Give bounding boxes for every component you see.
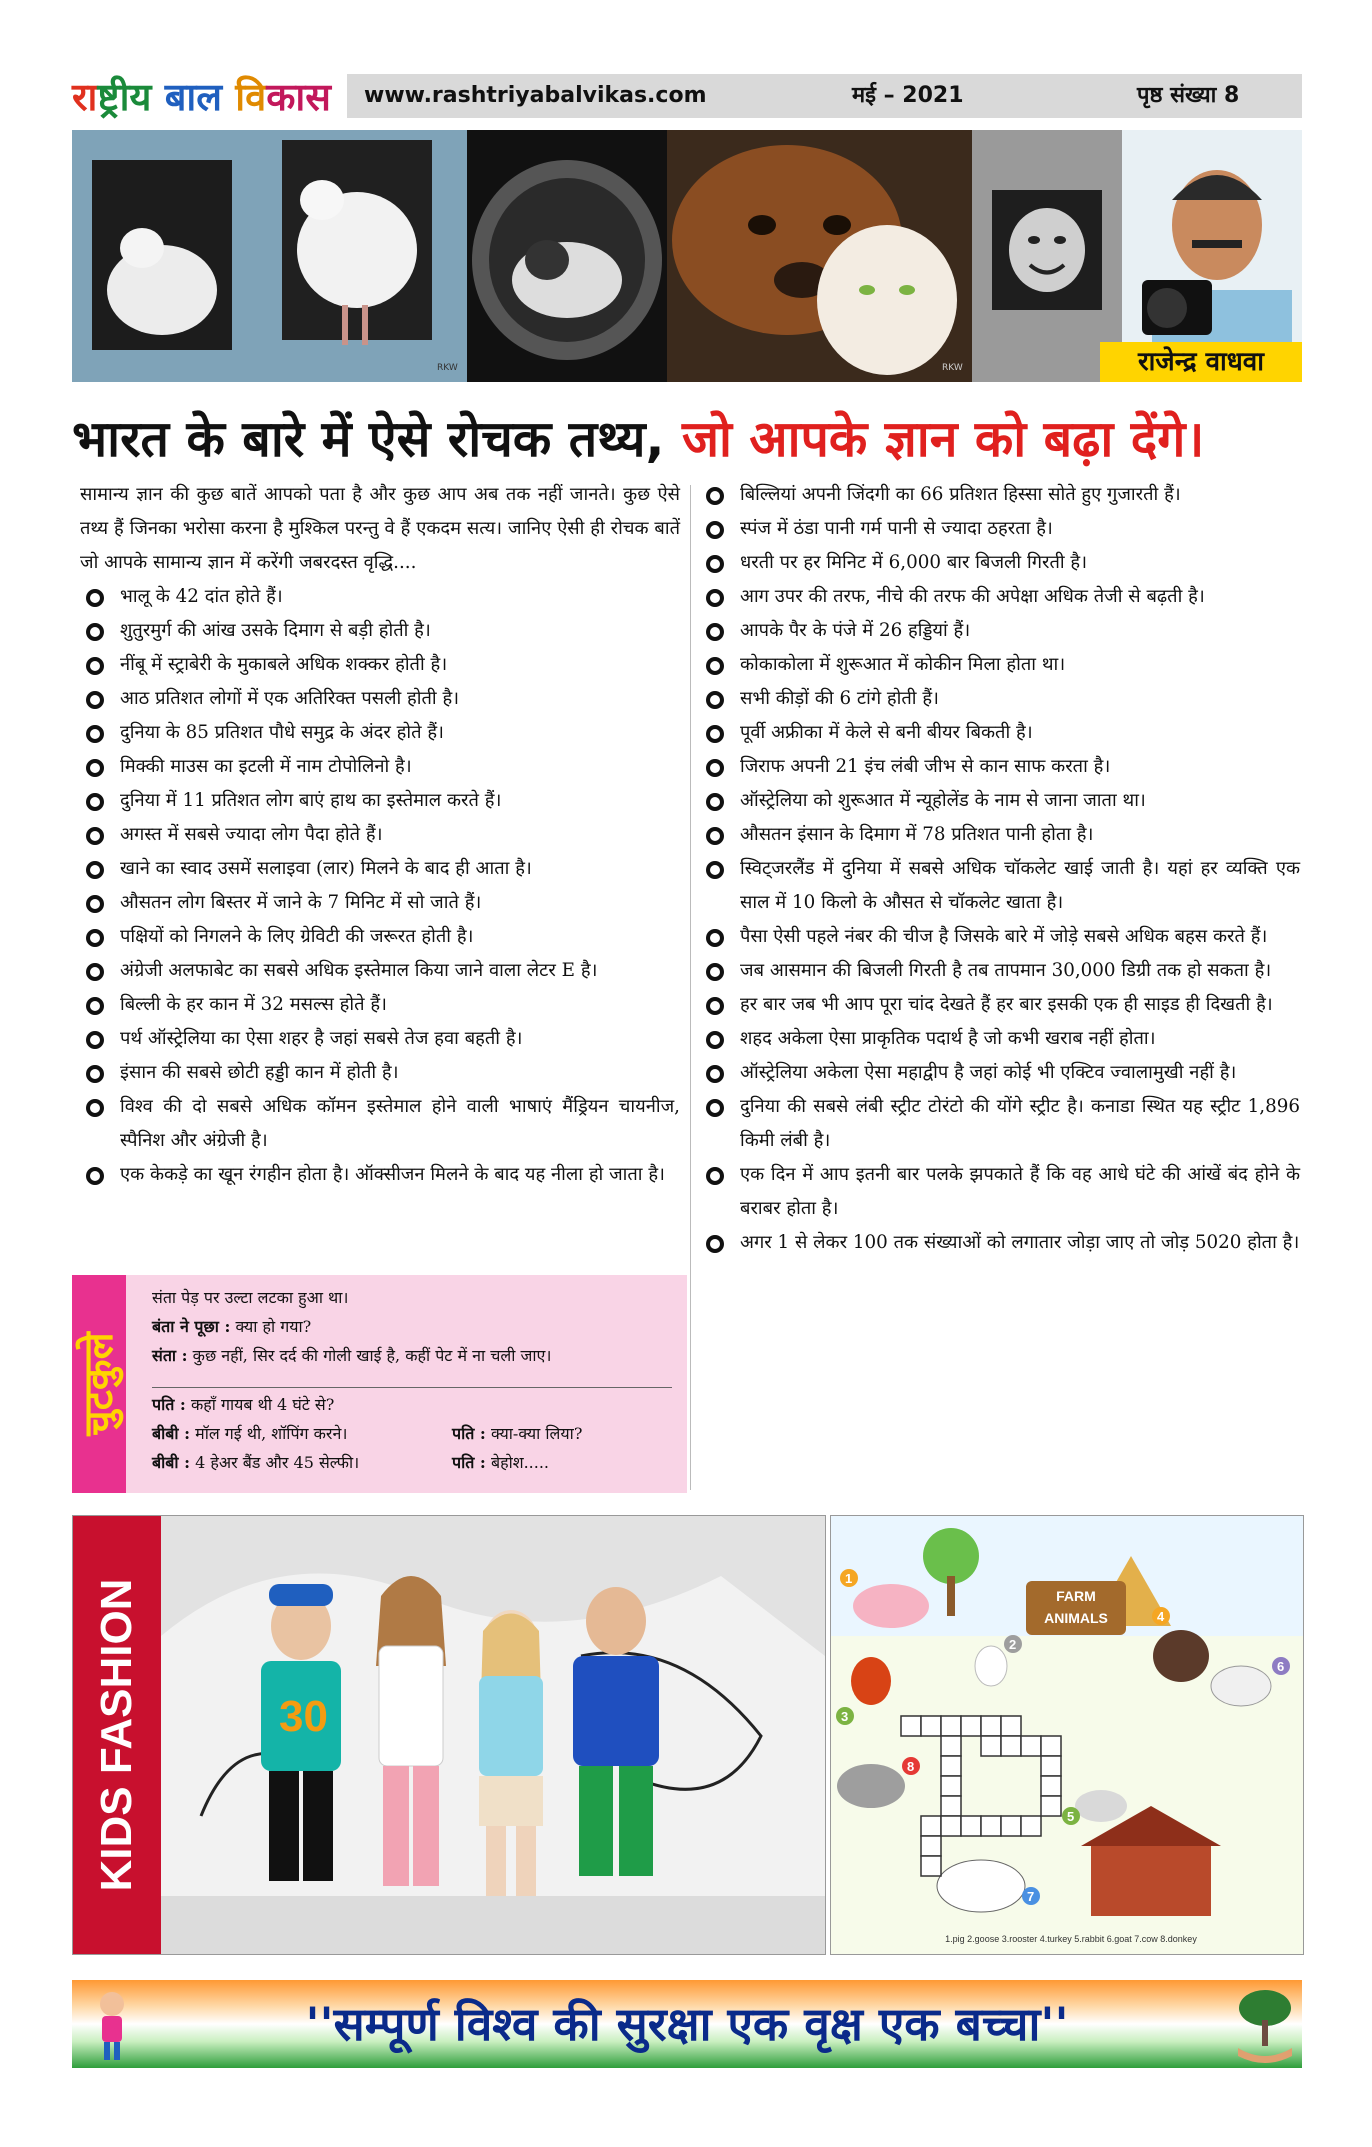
tree-in-hands-icon (1232, 1984, 1298, 2064)
article-left-column (80, 478, 680, 1192)
masthead-logo (72, 70, 372, 124)
bullet-icon (706, 657, 724, 675)
fact-text: एक दिन में आप इतनी बार पलके झपकाते हैं कि वह आधे घंटे की आंखें बंद होने के बराबर होता है। (740, 1164, 1300, 1219)
fact-item (80, 682, 680, 716)
fact-item (80, 988, 680, 1022)
column-divider (690, 485, 691, 1490)
article-right-column (700, 478, 1300, 1260)
rabbit-illustration (1075, 1790, 1127, 1822)
fact-item (700, 954, 1300, 988)
fact-item (700, 512, 1300, 546)
fact-text: दुनिया की सबसे लंबी स्ट्रीट टोरंटो की योंगे स्ट्रीट है। कनाडा स्थित यह स्ट्रीट 1,896 किमी लंबी है। (740, 1096, 1300, 1151)
bullet-icon (706, 759, 724, 777)
bullet-icon (706, 725, 724, 743)
fact-text: पर्थ ऑस्ट्रेलिया का ऐसा शहर है जहां सबसे तेज हवा बहती है। (120, 1028, 523, 1049)
facts-list-right (700, 478, 1300, 1260)
joke-text: मॉल गई थी, शॉपिंग करने। (195, 1424, 348, 1443)
fact-text: कोकाकोला में शुरूआत में कोकीन मिला होता था। (740, 654, 1066, 675)
bullet-icon (86, 623, 104, 641)
bullet-icon (86, 861, 104, 879)
fact-text: अंग्रेजी अलफाबेट का सबसे अधिक इस्तेमाल किया जाने वाला लेटर E है। (120, 960, 598, 981)
fact-text: स्विट्जरलैंड में दुनिया में सबसे अधिक चॉकलेट खाई जाती है। यहां हर व्यक्ति एक साल में 10 किलो के औसत से चॉकलेट खाता है। (740, 858, 1300, 913)
jokes-tag-label: चुटकुले (76, 1332, 122, 1436)
joke-speaker: बंता ने पूछा : (152, 1317, 231, 1336)
jokes-box (72, 1275, 687, 1493)
fact-text: पैसा ऐसी पहले नंबर की चीज है जिसके बारे में जोड़े सबसे अधिक बहस करते हैं। (740, 926, 1268, 947)
puzzle-number: 7 (1027, 1889, 1035, 1904)
fact-text: औसतन लोग बिस्तर में जाने के 7 मिनिट में सो जाते हैं। (120, 892, 482, 913)
fact-item (80, 750, 680, 784)
bullet-icon (86, 589, 104, 607)
joke-line (152, 1283, 672, 1312)
fact-item (80, 954, 680, 988)
fact-item (700, 1226, 1300, 1260)
bullet-icon (86, 793, 104, 811)
fact-item (700, 1056, 1300, 1090)
joke-line (152, 1312, 672, 1341)
fact-text: इंसान की सबसे छोटी हड्डी कान में होती है। (120, 1062, 399, 1083)
puzzle-number: 2 (1009, 1637, 1017, 1652)
fact-item (700, 716, 1300, 750)
fact-text: आठ प्रतिशत लोगों में एक अतिरिक्त पसली होती है। (120, 688, 460, 709)
fashion-label: KIDS FASHION (92, 1578, 141, 1892)
fact-text: धरती पर हर मिनिट में 6,000 बार बिजली गिरती है। (740, 552, 1088, 573)
puzzle-answer-key: 1.pig 2.goose 3.rooster 4.turkey 5.rabbit 6.goat 7.cow 8.donkey (945, 1934, 1197, 1944)
masthead-part: कास (266, 75, 331, 119)
slogan-text: ''सम्पूर्ण विश्व की सुरक्षा एक वृक्ष एक बच्चा'' (305, 1997, 1069, 2051)
fact-item (700, 852, 1300, 920)
bullet-icon (706, 963, 724, 981)
fact-item (700, 988, 1300, 1022)
bullet-icon (86, 1031, 104, 1049)
fact-item (80, 1090, 680, 1158)
fact-item (700, 818, 1300, 852)
jokes-separator (152, 1387, 672, 1388)
fact-item (700, 1090, 1300, 1158)
fact-text: औसतन इंसान के दिमाग में 78 प्रतिशत पानी होता है। (740, 824, 1094, 845)
bullet-icon (706, 1167, 724, 1185)
goat-illustration (1211, 1666, 1271, 1706)
bullet-icon (706, 827, 724, 845)
bullet-icon (706, 1235, 724, 1253)
farm-animals-sign: FARM ANIMALS (1026, 1581, 1126, 1635)
dog-and-cat-photo (667, 130, 972, 382)
goose-illustration (975, 1646, 1007, 1686)
joke-speaker: बीबी : (152, 1453, 191, 1472)
pigeons-photo (72, 130, 467, 382)
fact-text: खाने का स्वाद उसमें सलाइवा (लार) मिलने के बाद ही आता है। (120, 858, 532, 879)
fact-text: ऑस्ट्रेलिया अकेला ऐसा महाद्वीप है जहां कोई भी एक्टिव ज्वालामुखी नहीं है। (740, 1062, 1237, 1083)
photo-credit: RKW (437, 363, 458, 373)
bullet-icon (86, 1065, 104, 1083)
bullet-icon (86, 895, 104, 913)
article-intro: सामान्य ज्ञान की कुछ बातें आपको पता है और कुछ आप अब तक नहीं जानते। कुछ ऐसे तथ्य हैं जिनका भरोसा करना है मुश्किल परन्तु वे हैं एकदम सत्य। जानिए ऐसी ही रोचक बातें जो आपके सामान्य ज्ञान में करेंगी जबरदस्त वृद्धि.... (80, 484, 680, 573)
fact-text: बिल्लियां अपनी जिंदगी का 66 प्रतिशत हिस्सा सोते हुए गुजारती हैं। (740, 484, 1181, 505)
fact-item (80, 818, 680, 852)
joke-line (152, 1448, 672, 1477)
donkey-illustration (837, 1764, 905, 1808)
fact-text: एक केकड़े का खून रंगहीन होता है। ऑक्सीजन मिलने के बाद यह नीला हो जाता है। (120, 1164, 665, 1185)
pig-illustration (853, 1584, 929, 1628)
photo-credit: RKW (942, 363, 963, 373)
fact-text: जब आसमान की बिजली गिरती है तब तापमान 30,000 डिग्री तक हो सकता है। (740, 960, 1272, 981)
bullet-icon (86, 759, 104, 777)
fact-item (80, 1056, 680, 1090)
joke-line (152, 1390, 672, 1419)
jokes-tag (72, 1275, 126, 1493)
page-header (72, 70, 1302, 124)
bullet-icon (86, 963, 104, 981)
joke-speaker: पति : (452, 1453, 486, 1472)
joke-speaker: बीबी : (152, 1424, 191, 1443)
facts-list-left (80, 580, 680, 1192)
bullet-icon (706, 997, 724, 1015)
fact-text: हर बार जब भी आप पूरा चांद देखते हैं हर बार इसकी एक ही साइड ही दिखती है। (740, 994, 1273, 1015)
puzzle-number: 1 (845, 1571, 853, 1586)
fact-item (80, 716, 680, 750)
farm-animals-puzzle (830, 1515, 1304, 1955)
joke-text: बेहोश..... (490, 1453, 550, 1472)
rooster-illustration (851, 1657, 891, 1705)
jokes-body (152, 1283, 672, 1477)
fact-item (700, 1158, 1300, 1226)
puzzle-number: 3 (841, 1709, 849, 1724)
bullet-icon (706, 589, 724, 607)
masthead-part: वि (235, 75, 267, 119)
bullet-icon (86, 1167, 104, 1185)
bullet-icon (86, 691, 104, 709)
bullet-icon (86, 929, 104, 947)
bullet-icon (86, 997, 104, 1015)
bullet-icon (706, 521, 724, 539)
fact-item (700, 784, 1300, 818)
masthead-part: ष्ट्रीय (97, 75, 165, 119)
page-number: पृष्ठ संख्या 8 (1137, 83, 1240, 108)
fact-text: अगर 1 से लेकर 100 तक संख्याओं को लगातार जोड़ा जाए तो जोड़ 5020 होता है। (740, 1232, 1300, 1253)
fact-text: स्पंज में ठंडा पानी गर्म पानी से ज्यादा ठहरता है। (740, 518, 1053, 539)
fact-item (80, 852, 680, 886)
fact-item (80, 784, 680, 818)
fact-item (80, 1022, 680, 1056)
bullet-icon (706, 1065, 724, 1083)
fact-item (700, 750, 1300, 784)
fact-text: पक्षियों को निगलने के लिए ग्रेविटी की जरूरत होती है। (120, 926, 474, 947)
jersey-number: 30 (279, 1692, 328, 1741)
kids-fashion-photo (161, 1516, 825, 1954)
fact-text: ऑस्ट्रेलिया को शुरूआत में न्यूहोलेंड के नाम से जाना जाता था। (740, 790, 1146, 811)
bullet-icon (706, 691, 724, 709)
fact-text: नींबू में स्ट्राबेरी के मुकाबले अधिक शक्कर होती है। (120, 654, 448, 675)
fact-text: अगस्त में सबसे ज्यादा लोग पैदा होते हैं। (120, 824, 383, 845)
bullet-icon (706, 555, 724, 573)
turkey-illustration (1153, 1630, 1209, 1682)
fact-item (700, 682, 1300, 716)
masthead-part: बाल (164, 75, 236, 119)
fact-text: भालू के 42 दांत होते हैं। (120, 586, 283, 607)
joke-speaker: पति : (452, 1424, 486, 1443)
joke-text: संता पेड़ पर उल्टा लटका हुआ था। (152, 1288, 349, 1307)
puzzle-number: 5 (1067, 1809, 1075, 1824)
fact-item (700, 1022, 1300, 1056)
bullet-icon (706, 623, 724, 641)
fact-text: आपके पैर के पंजे में 26 हड्डियां हैं। (740, 620, 971, 641)
child-mascot-icon (82, 1986, 142, 2062)
fact-text: बिल्ली के हर कान में 32 मसल्स होते हैं। (120, 994, 387, 1015)
headline (72, 404, 1302, 474)
joke-text: कुछ नहीं, सिर दर्द की गोली खाई है, कहीं पेट में ना चली जाए। (192, 1346, 552, 1365)
fact-item (80, 1158, 680, 1192)
fact-item (700, 546, 1300, 580)
cow-illustration (937, 1860, 1025, 1912)
bullet-icon (706, 793, 724, 811)
cat-basket-photo (467, 130, 667, 382)
fact-text: दुनिया के 85 प्रतिशत पौधे समुद्र के अंदर होते हैं। (120, 722, 444, 743)
joke-line (152, 1419, 672, 1448)
bullet-icon (86, 725, 104, 743)
fact-text: दुनिया में 11 प्रतिशत लोग बाएं हाथ का इस्तेमाल करते हैं। (120, 790, 502, 811)
fact-item (80, 614, 680, 648)
headline-part2: जो आपके ज्ञान को बढ़ा देंगे। (681, 410, 1205, 468)
fact-text: शुतुरमुर्ग की आंख उसके दिमाग से बड़ी होती है। (120, 620, 431, 641)
slogan-banner (72, 1980, 1302, 2068)
website-url[interactable]: www.rashtriyabalvikas.com (364, 83, 707, 108)
fact-item (80, 920, 680, 954)
fact-item (700, 920, 1300, 954)
bullet-icon (706, 929, 724, 947)
fact-text: विश्व की दो सबसे अधिक कॉमन इस्तेमाल होने वाली भाषाएं मैंड्रियन चायनीज, स्पैनिश और अंग्रेजी है। (120, 1096, 680, 1151)
joke-line (152, 1341, 672, 1370)
bullet-icon (86, 827, 104, 845)
fact-text: आग उपर की तरफ, नीचे की तरफ की अपेक्षा अधिक तेजी से बढ़ती है। (740, 586, 1205, 607)
fact-text: शहद अकेला ऐसा प्राकृतिक पदार्थ है जो कभी खराब नहीं होता। (740, 1028, 1156, 1049)
fact-item (700, 478, 1300, 512)
photographer-name: राजेन्द्र वाधवा (1100, 342, 1302, 382)
puzzle-number: 6 (1277, 1659, 1285, 1674)
joke-speaker: संता : (152, 1346, 188, 1365)
barn-illustration (1091, 1846, 1211, 1916)
fact-item (700, 580, 1300, 614)
bullet-icon (86, 1099, 104, 1117)
bullet-icon (86, 657, 104, 675)
fact-item (80, 886, 680, 920)
bullet-icon (706, 1031, 724, 1049)
headline-part1: भारत के बारे में ऐसे रोचक तथ्य, (72, 410, 682, 468)
joke-text: क्या-क्या लिया? (490, 1424, 583, 1443)
puzzle-number: 8 (907, 1759, 915, 1774)
fact-item (700, 648, 1300, 682)
joke-speaker: पति : (152, 1395, 186, 1414)
puzzle-number: 4 (1157, 1609, 1165, 1624)
fact-text: पूर्वी अफ्रीका में केले से बनी बीयर बिकती है। (740, 722, 1033, 743)
joke-text: कहाँ गायब थी 4 घंटे से? (190, 1395, 335, 1414)
kids-fashion-ad (72, 1515, 826, 1955)
joke-text: 4 हेअर बैंड और 45 सेल्फी। (195, 1453, 360, 1472)
joke-text: क्या हो गया? (235, 1317, 312, 1336)
fashion-band (73, 1516, 161, 1954)
fact-text: सभी कीड़ों की 6 टांगे होती हैं। (740, 688, 939, 709)
fact-item (700, 614, 1300, 648)
issue-date: मई – 2021 (852, 83, 964, 108)
bullet-icon (706, 1099, 724, 1117)
fact-text: मिक्की माउस का इटली में नाम टोपोलिनो है। (120, 756, 412, 777)
masthead-part: रा (72, 75, 98, 119)
fact-item (80, 580, 680, 614)
fact-text: जिराफ अपनी 21 इंच लंबी जीभ से कान साफ करता है। (740, 756, 1111, 777)
bullet-icon (706, 861, 724, 879)
fact-item (80, 648, 680, 682)
bullet-icon (706, 487, 724, 505)
